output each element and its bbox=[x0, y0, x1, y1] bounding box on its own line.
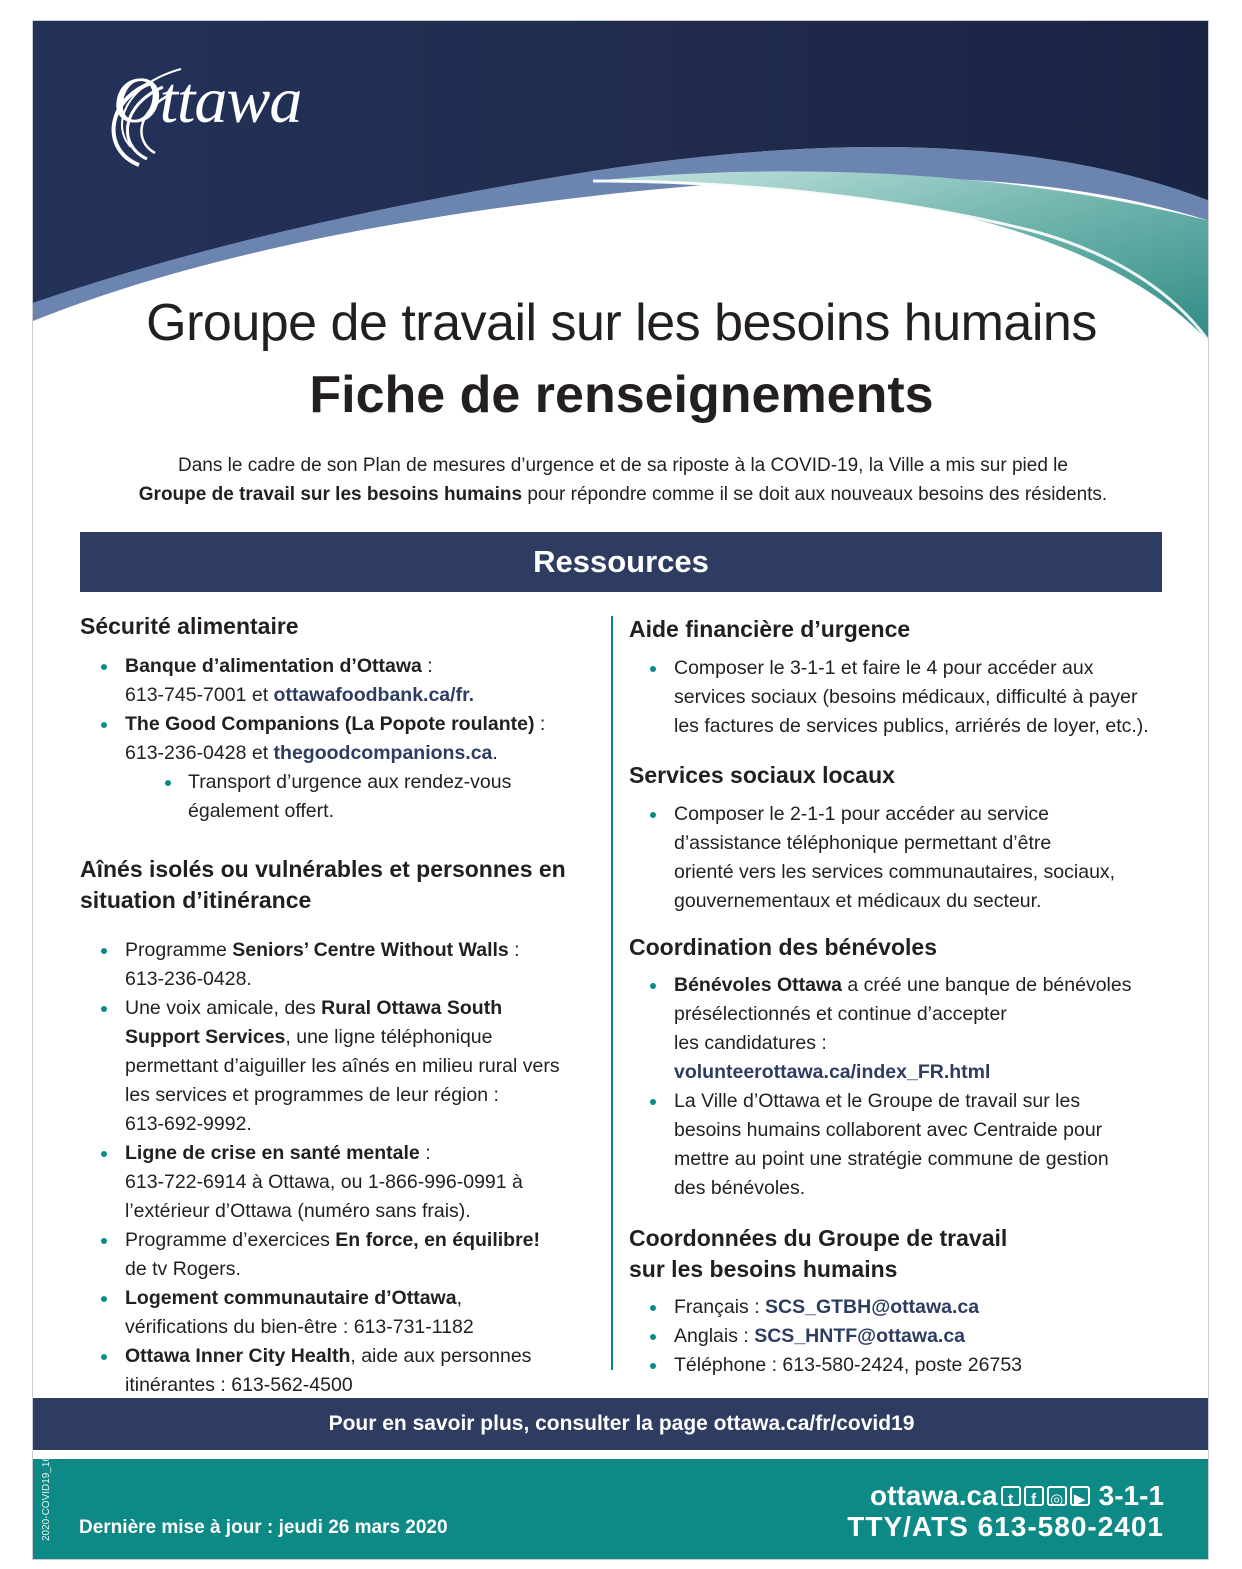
left-column bbox=[80, 611, 600, 1400]
list-item bbox=[80, 1284, 600, 1342]
item-text: itinérantes : 613-562-4500 bbox=[125, 1374, 353, 1396]
item-text: Composer le 3-1-1 et faire le 4 pour accéder aux bbox=[674, 657, 1094, 679]
list-item bbox=[629, 1087, 1169, 1203]
food-list bbox=[80, 652, 600, 826]
footer-contact bbox=[847, 1481, 1164, 1543]
section-title-food: Sécurité alimentaire bbox=[80, 613, 299, 639]
last-updated: Dernière mise à jour : jeudi 26 mars 2020 bbox=[79, 1517, 448, 1538]
list-item bbox=[80, 1342, 600, 1400]
item-text: gouvernementaux et médicaux du secteur. bbox=[674, 890, 1042, 912]
icon-glyph: f bbox=[1031, 1491, 1037, 1508]
site-link[interactable]: ottawa.ca bbox=[870, 1480, 998, 1511]
title-line: situation d’itinérance bbox=[80, 887, 312, 913]
item-name: En force, en équilibre! bbox=[335, 1229, 541, 1251]
contact-footer bbox=[33, 1459, 1209, 1560]
item-text: également offert. bbox=[188, 800, 334, 822]
email-fr-link[interactable]: SCS_GTBH@ottawa.ca bbox=[765, 1296, 980, 1318]
title-line: Coordonnées du Groupe de travail bbox=[629, 1225, 1008, 1251]
item-phone: 613-236-0428 et bbox=[125, 742, 274, 764]
title-line: Aînés isolés ou vulnérables et personnes en bbox=[80, 856, 566, 882]
list-item bbox=[629, 800, 1169, 916]
item-text: des bénévoles. bbox=[674, 1177, 806, 1199]
item-text: 613-722-6914 à Ottawa, ou 1-866-996-0991 à bbox=[125, 1171, 523, 1193]
goodcompanions-link[interactable]: thegoodcompanions.ca bbox=[273, 742, 493, 764]
page-title: Groupe de travail sur les besoins humains bbox=[146, 294, 1097, 352]
item-phone: Téléphone : 613-580-2424, poste 26753 bbox=[674, 1354, 1023, 1376]
section-title-volunteers: Coordination des bénévoles bbox=[629, 934, 937, 960]
intro-rest: pour répondre comme il se doit aux nouveaux besoins des résidents. bbox=[522, 484, 1108, 505]
list-item bbox=[629, 1322, 1169, 1351]
item-name: Bénévoles Ottawa bbox=[674, 974, 842, 996]
list-item bbox=[629, 971, 1169, 1087]
section-title-seniors bbox=[80, 854, 600, 916]
contact-list bbox=[629, 1293, 1169, 1380]
intro-line: Dans le cadre de son Plan de mesures d’urgence et de sa riposte à la COVID-19, la Ville a mis sur pied le bbox=[178, 455, 1068, 476]
item-text: Une voix amicale, des bbox=[125, 997, 322, 1019]
item-end: . bbox=[492, 742, 498, 764]
item-name: Seniors’ Centre Without Walls bbox=[232, 939, 509, 961]
list-item bbox=[629, 1293, 1169, 1322]
list-item bbox=[80, 1139, 600, 1226]
volunteer-ottawa-link[interactable]: volunteerottawa.ca/index_FR.html bbox=[674, 1061, 991, 1083]
item-text: besoins humains collaborent avec Centraide pour bbox=[674, 1119, 1103, 1141]
seniors-list bbox=[80, 936, 600, 1400]
volunteers-list bbox=[629, 971, 1169, 1203]
item-phone: 613-692-9992. bbox=[125, 1113, 252, 1135]
item-text: les services et programmes de leur région : bbox=[125, 1084, 499, 1106]
item-text: , bbox=[456, 1287, 462, 1309]
item-text: Programme d’exercices bbox=[125, 1229, 336, 1251]
item-text: La Ville d’Ottawa et le Groupe de travail sur les bbox=[674, 1090, 1081, 1112]
list-item bbox=[80, 652, 600, 710]
list-item bbox=[80, 710, 600, 768]
item-name: Banque d’alimentation d’Ottawa bbox=[125, 655, 422, 677]
intro-bold: Groupe de travail sur les besoins humains bbox=[138, 484, 523, 505]
item-text: a créé une banque de bénévoles bbox=[841, 974, 1132, 996]
contact-line bbox=[847, 1481, 1164, 1511]
icon-glyph: ▶ bbox=[1073, 1491, 1086, 1508]
more-info-bar[interactable]: Pour en savoir plus, consulter la page ottawa.ca/fr/covid19 bbox=[33, 1398, 1209, 1450]
item-name: Support Services bbox=[125, 1026, 286, 1048]
section-title-social: Services sociaux locaux bbox=[629, 762, 895, 788]
item-text: permettant d’aiguiller les aînés en milieu rural vers bbox=[125, 1055, 560, 1077]
icon-glyph: ◎ bbox=[1050, 1491, 1064, 1508]
instagram-icon[interactable] bbox=[1047, 1486, 1067, 1506]
item-text: , une ligne téléphonique bbox=[285, 1026, 493, 1048]
item-text: orienté vers les services communautaires, sociaux, bbox=[674, 861, 1116, 883]
item-name: The Good Companions (La Popote roulante) bbox=[125, 713, 535, 735]
list-item bbox=[80, 1226, 600, 1284]
section-title-financial: Aide financière d’urgence bbox=[629, 616, 911, 642]
item-text: présélectionnés et continue d’accepter bbox=[674, 1003, 1007, 1025]
item-text: l’extérieur d’Ottawa (numéro sans frais). bbox=[125, 1200, 471, 1222]
item-text: vérifications du bien-être : 613-731-1182 bbox=[125, 1316, 474, 1338]
item-sep: : bbox=[421, 655, 433, 677]
intro-line bbox=[73, 480, 1173, 509]
item-name: Rural Ottawa South bbox=[321, 997, 503, 1019]
sub-list-item bbox=[80, 768, 600, 826]
list-item bbox=[80, 936, 600, 994]
ottawa-logo: Ottawa bbox=[113, 64, 302, 137]
icon-glyph: t bbox=[1008, 1491, 1014, 1508]
item-text: Transport d’urgence aux rendez-vous bbox=[188, 771, 512, 793]
item-text: Programme bbox=[125, 939, 233, 961]
youtube-icon[interactable] bbox=[1070, 1486, 1090, 1506]
right-column bbox=[629, 611, 1169, 1380]
phone-311[interactable]: 3-1-1 bbox=[1098, 1480, 1164, 1511]
item-text: services sociaux (besoins médicaux, difficulté à payer bbox=[674, 686, 1138, 708]
twitter-icon[interactable] bbox=[1001, 1486, 1021, 1506]
item-text: d’assistance téléphonique permettant d’être bbox=[674, 832, 1052, 854]
list-item bbox=[629, 1351, 1169, 1380]
page-subtitle: Fiche de renseignements bbox=[309, 366, 934, 424]
item-name: Ottawa Inner City Health bbox=[125, 1345, 351, 1367]
document-code: 2020-COVID19_16 bbox=[41, 1455, 52, 1541]
item-text: : bbox=[419, 1142, 431, 1164]
foodbank-link[interactable]: ottawafoodbank.ca/fr. bbox=[273, 684, 474, 706]
item-text: les candidatures : bbox=[674, 1032, 827, 1054]
title-line: sur les besoins humains bbox=[629, 1256, 898, 1282]
item-phone: 613-745-7001 et bbox=[125, 684, 274, 706]
item-label: Anglais : bbox=[674, 1325, 755, 1347]
section-title-contact bbox=[629, 1223, 1169, 1285]
item-name: Ligne de crise en santé mentale bbox=[125, 1142, 420, 1164]
tty-line: TTY/ATS 613-580-2401 bbox=[847, 1511, 1164, 1542]
list-item bbox=[629, 654, 1169, 741]
column-divider bbox=[611, 616, 613, 1370]
facebook-icon[interactable] bbox=[1024, 1486, 1044, 1506]
item-label: Français : bbox=[674, 1296, 766, 1318]
list-item bbox=[80, 994, 600, 1139]
item-text: , aide aux personnes bbox=[350, 1345, 532, 1367]
item-name: Logement communautaire d’Ottawa bbox=[125, 1287, 457, 1309]
email-en-link[interactable]: SCS_HNTF@ottawa.ca bbox=[754, 1325, 966, 1347]
item-text: de tv Rogers. bbox=[125, 1258, 241, 1280]
item-phone: 613-236-0428. bbox=[125, 968, 252, 990]
item-sep: : bbox=[534, 713, 546, 735]
social-list bbox=[629, 800, 1169, 916]
intro-paragraph bbox=[73, 451, 1173, 509]
fact-sheet-page bbox=[32, 20, 1209, 1560]
item-text: mettre au point une stratégie commune de gestion bbox=[674, 1148, 1109, 1170]
financial-list bbox=[629, 654, 1169, 741]
item-text: les factures de services publics, arriérés de loyer, etc.). bbox=[674, 715, 1149, 737]
item-text: : bbox=[508, 939, 520, 961]
item-text: Composer le 2-1-1 pour accéder au service bbox=[674, 803, 1050, 825]
resources-heading: Ressources bbox=[80, 532, 1162, 592]
